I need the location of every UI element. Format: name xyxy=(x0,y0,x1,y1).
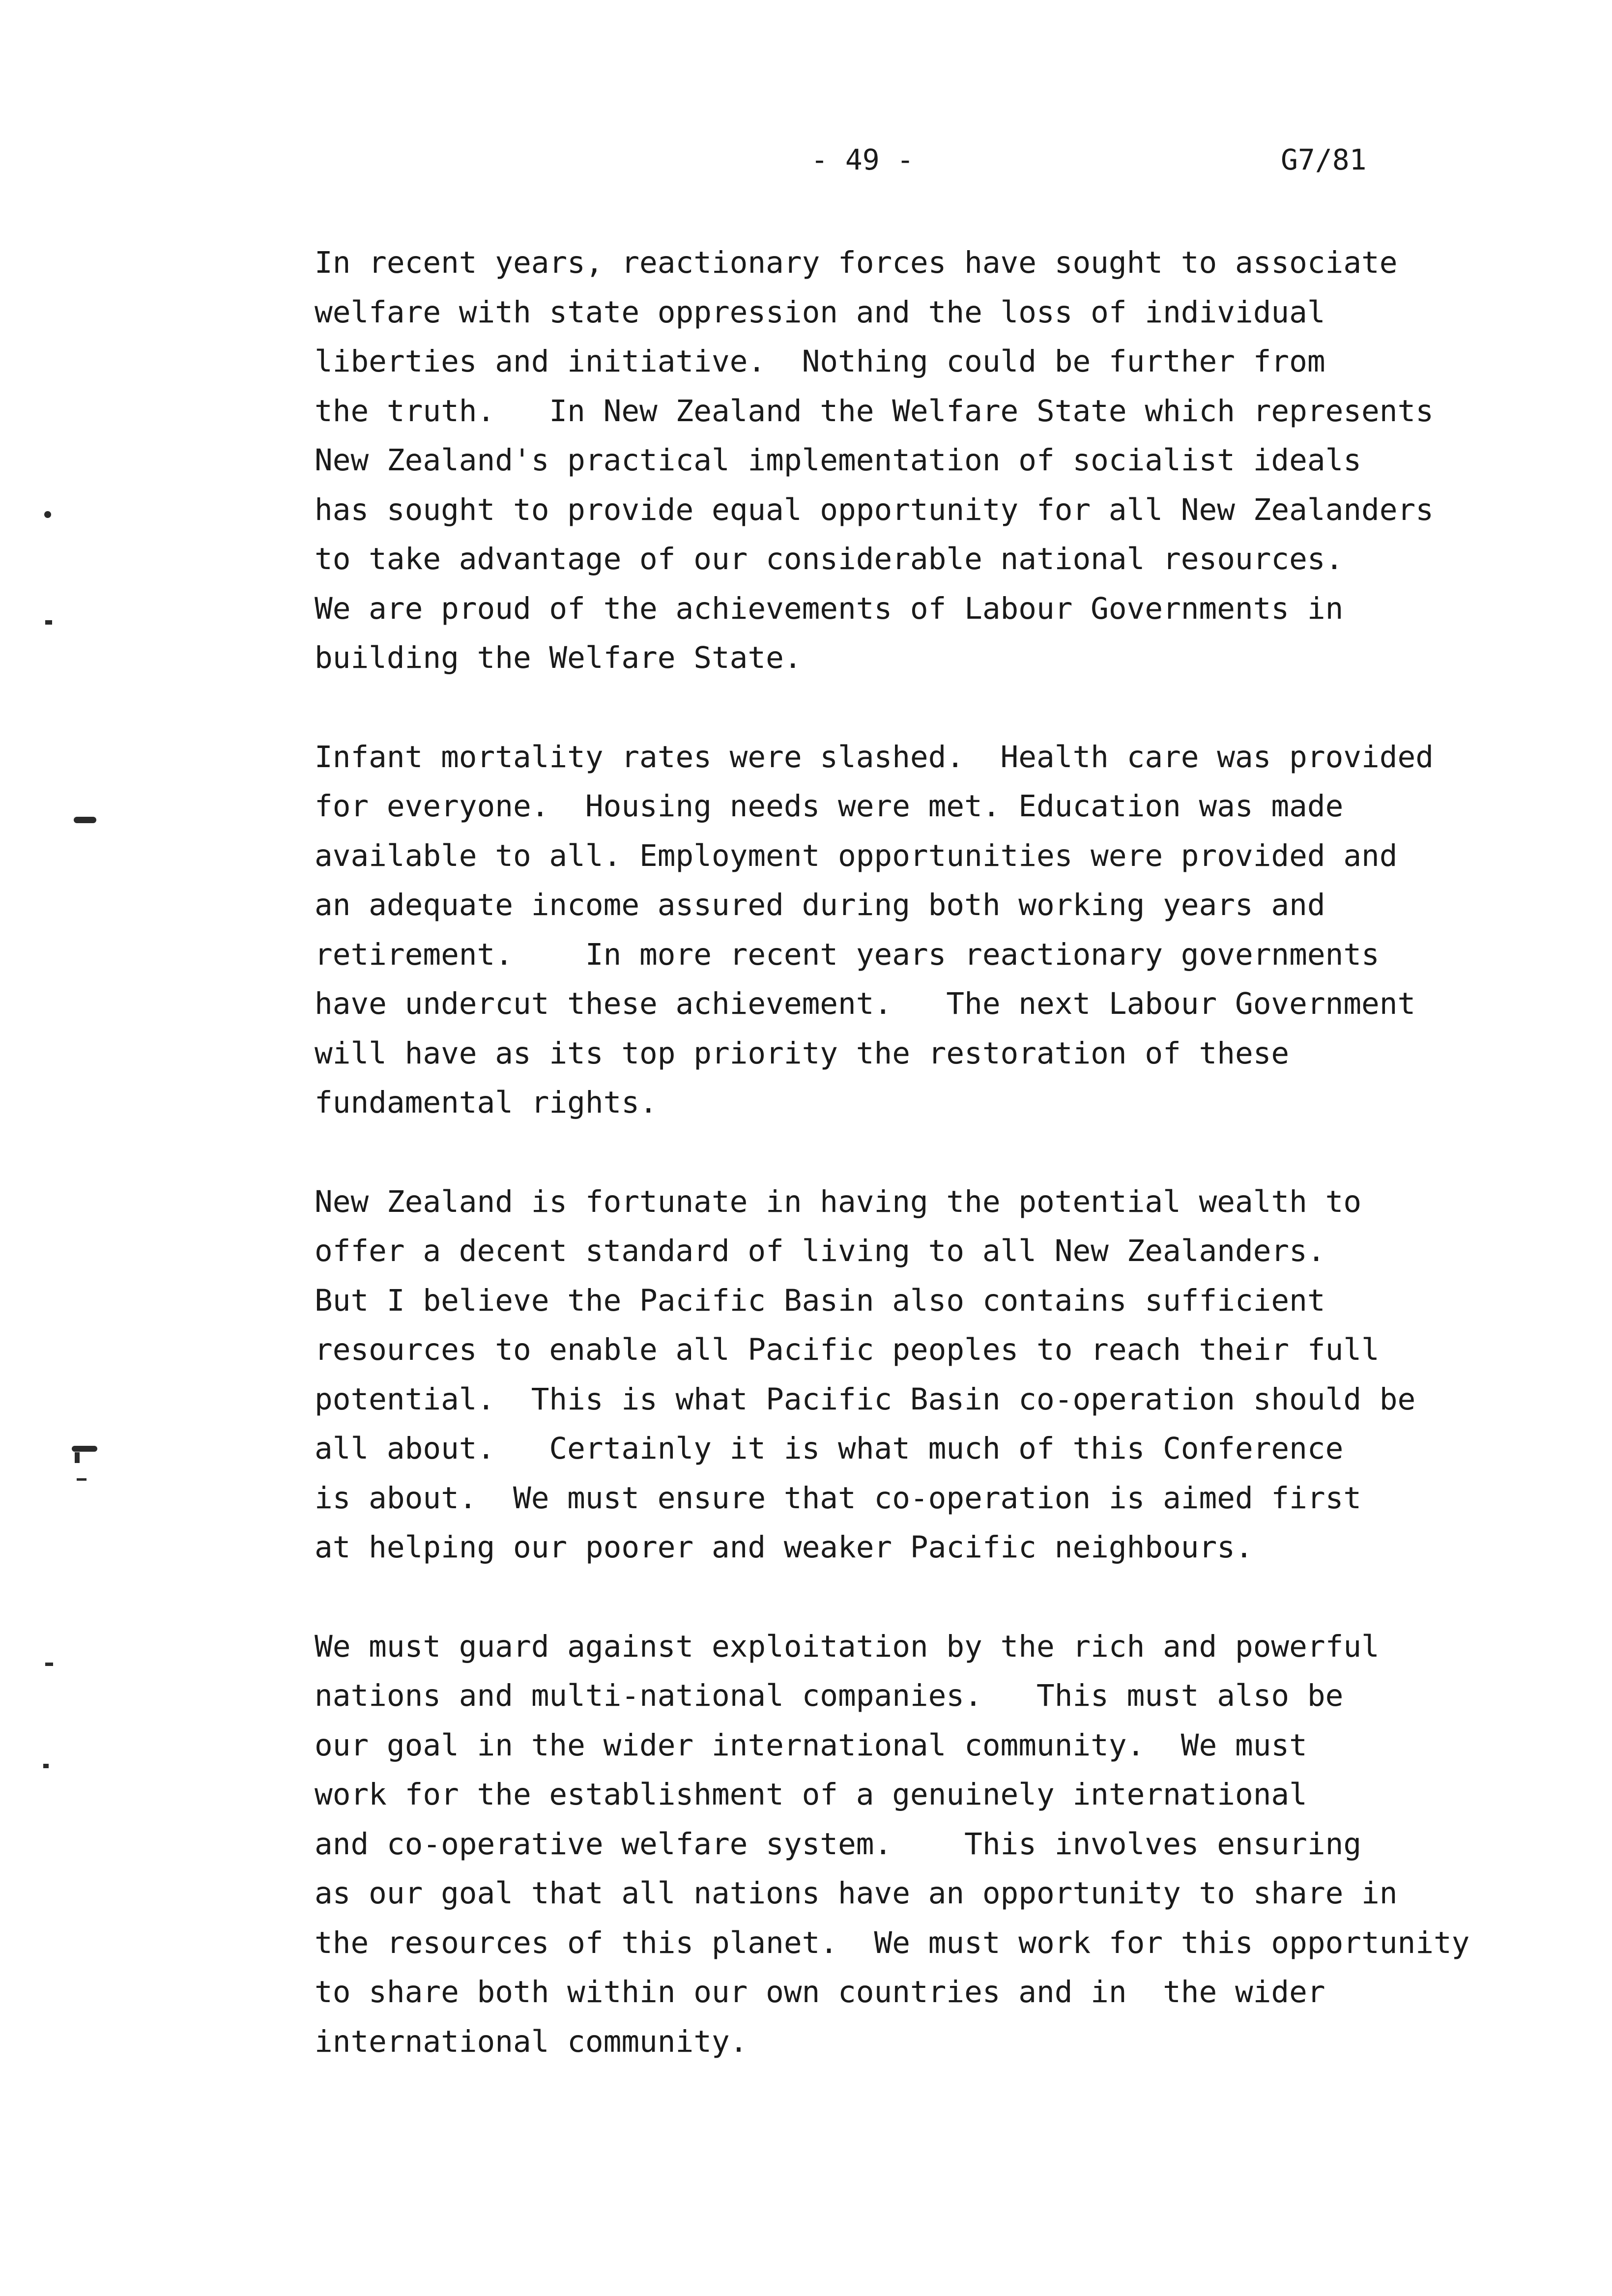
text-line: have undercut these achievement. The next Labour Government xyxy=(315,986,1416,1021)
text-line: retirement. In more recent years reactionary governments xyxy=(315,937,1380,972)
text-line: New Zealand's practical implementation of socialist ideals xyxy=(315,443,1362,478)
scan-speck xyxy=(43,1764,49,1768)
paragraph-4 xyxy=(315,1622,1597,2067)
text-line: building the Welfare State. xyxy=(315,640,802,675)
text-line: potential. This is what Pacific Basin co-operation should be xyxy=(315,1381,1416,1417)
text-line: to share both within our own countries and in the wider xyxy=(315,1975,1325,2009)
scan-speck xyxy=(45,1663,53,1666)
text-line: for everyone. Housing needs were met. Education was made xyxy=(315,789,1344,824)
text-line: available to all. Employment opportunities were provided and xyxy=(315,838,1398,873)
text-line: work for the establishment of a genuinely international xyxy=(315,1777,1307,1812)
text-line: is about. We must ensure that co-operation is aimed first xyxy=(315,1480,1362,1516)
text-line: In recent years, reactionary forces have sought to associate xyxy=(315,245,1398,280)
text-line: as our goal that all nations have an opportunity to share in xyxy=(315,1876,1398,1911)
text-line: resources to enable all Pacific peoples to reach their full xyxy=(315,1332,1380,1367)
text-line: liberties and initiative. Nothing could be further from xyxy=(315,344,1325,379)
text-line: all about. Certainly it is what much of this Conference xyxy=(315,1431,1344,1466)
text-line: nations and multi-national companies. This must also be xyxy=(315,1678,1344,1713)
text-line: fundamental rights. xyxy=(315,1085,658,1120)
text-line: will have as its top priority the restoration of these xyxy=(315,1035,1290,1071)
text-line: at helping our poorer and weaker Pacific neighbours. xyxy=(315,1530,1253,1565)
page-number: - 49 - xyxy=(811,143,914,176)
text-line: the resources of this planet. We must work for this opportunity xyxy=(315,1925,1470,1960)
text-line: welfare with state oppression and the loss of individual xyxy=(315,294,1325,330)
page-header xyxy=(0,140,1612,179)
scan-speck xyxy=(74,817,96,823)
paragraph-2 xyxy=(315,733,1597,1128)
text-line: But I believe the Pacific Basin also contains sufficient xyxy=(315,1283,1325,1318)
text-line: New Zealand is fortunate in having the potential wealth to xyxy=(315,1184,1362,1219)
scan-speck xyxy=(77,1478,86,1481)
scan-speck xyxy=(75,1452,80,1463)
scan-speck xyxy=(44,511,51,518)
paragraph-1 xyxy=(315,238,1597,683)
text-line: to take advantage of our considerable national resources. xyxy=(315,542,1344,576)
scan-speck xyxy=(72,1446,97,1452)
text-line: the truth. In New Zealand the Welfare State which represents xyxy=(315,393,1434,429)
body-text xyxy=(315,238,1597,2116)
text-line: an adequate income assured during both working years and xyxy=(315,888,1325,922)
text-line: international community. xyxy=(315,2024,748,2059)
scan-speck xyxy=(45,620,52,625)
text-line: Infant mortality rates were slashed. Health care was provided xyxy=(315,739,1434,775)
paragraph-3 xyxy=(315,1177,1597,1573)
text-line: We are proud of the achievements of Labour Governments in xyxy=(315,591,1344,626)
document-reference: G7/81 xyxy=(1281,143,1367,176)
text-line: our goal in the wider international community. We must xyxy=(315,1727,1307,1763)
text-line: has sought to provide equal opportunity for all New Zealanders xyxy=(315,492,1434,527)
text-line: and co-operative welfare system. This involves ensuring xyxy=(315,1826,1362,1862)
text-line: offer a decent standard of living to all New Zealanders. xyxy=(315,1234,1325,1268)
text-line: We must guard against exploitation by the rich and powerful xyxy=(315,1629,1380,1664)
